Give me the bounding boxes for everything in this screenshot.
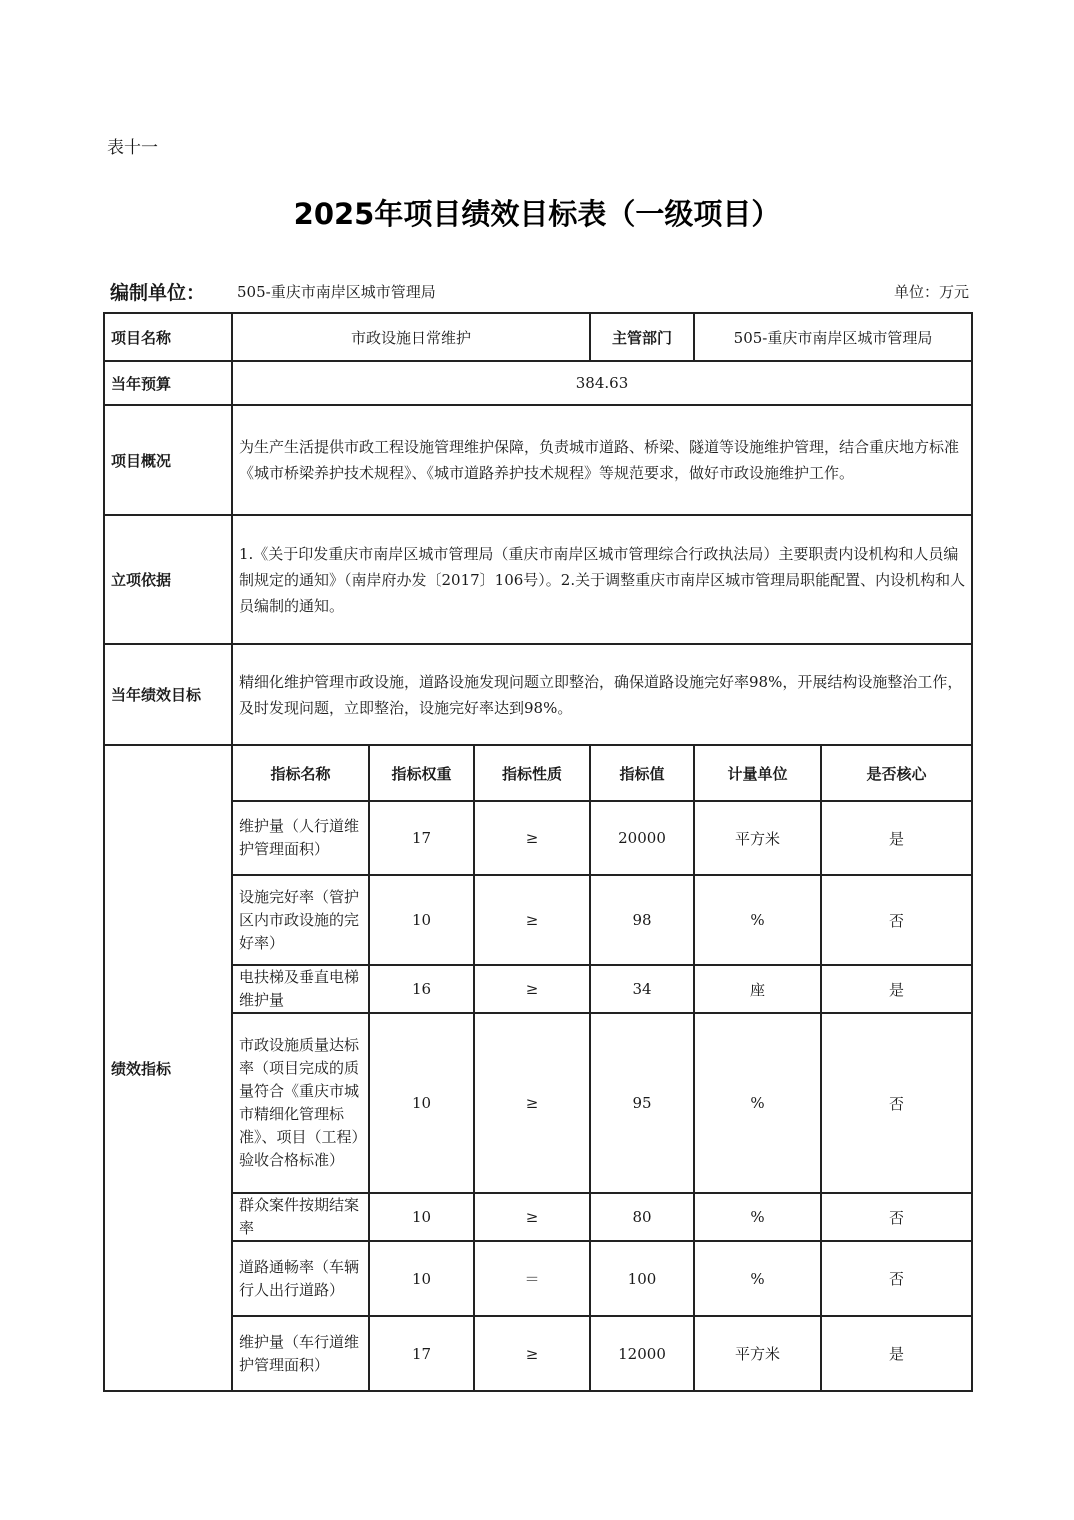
indicator-header-row (104, 745, 972, 801)
header-indicator-nature: 指标性质 (474, 745, 590, 801)
indicator-value: 12000 (590, 1316, 694, 1391)
project-name-label: 项目名称 (104, 313, 232, 361)
indicator-core: 是 (821, 965, 972, 1013)
indicator-unit: 座 (694, 965, 821, 1013)
indicator-weight: 16 (369, 965, 474, 1013)
org-value: 505-重庆市南岸区城市管理局 (237, 283, 436, 301)
budget-label: 当年预算 (104, 361, 232, 405)
indicator-unit: % (694, 1241, 821, 1316)
table-row (104, 1316, 972, 1391)
table-row (104, 965, 972, 1013)
indicator-unit: % (694, 1013, 821, 1193)
dept-value: 505-重庆市南岸区城市管理局 (694, 313, 972, 361)
performance-table (103, 312, 973, 1392)
table-row (104, 875, 972, 965)
indicator-nature: ≥ (474, 801, 590, 875)
indicator-name: 道路通畅率（车辆行人出行道路） (232, 1241, 369, 1316)
indicator-core: 是 (821, 801, 972, 875)
table-row (104, 1193, 972, 1241)
indicator-value: 98 (590, 875, 694, 965)
indicator-nature: ≥ (474, 1013, 590, 1193)
project-name-value: 市政设施日常维护 (232, 313, 590, 361)
indicator-value: 80 (590, 1193, 694, 1241)
indicator-value: 34 (590, 965, 694, 1013)
indicator-core: 否 (821, 1193, 972, 1241)
basis-label: 立项依据 (104, 515, 232, 644)
overview-label: 项目概况 (104, 405, 232, 515)
indicator-name: 设施完好率（管护区内市政设施的完好率） (232, 875, 369, 965)
indicator-value: 100 (590, 1241, 694, 1316)
indicator-name: 维护量（车行道维护管理面积） (232, 1316, 369, 1391)
indicator-core: 是 (821, 1316, 972, 1391)
table-label: 表十一 (107, 138, 158, 158)
indicator-unit: % (694, 1193, 821, 1241)
header-indicator-name: 指标名称 (232, 745, 369, 801)
indicator-nature: ≥ (474, 1316, 590, 1391)
indicator-weight: 17 (369, 1316, 474, 1391)
header-indicator-value: 指标值 (590, 745, 694, 801)
basis-text: 1.《关于印发重庆市南岸区城市管理局（重庆市南岸区城市管理综合行政执法局）主要职责内设机构和人员编制规定的通知》（南岸府办发〔2017〕106号）。2.关于调整重庆市南岸区城市管理局职能配置、内设机构和人员编制的通知。 (232, 515, 972, 644)
goal-text: 精细化维护管理市政设施，道路设施发现问题立即整治，确保道路设施完好率98%，开展结构设施整治工作，及时发现问题，立即整治，设施完好率达到98%。 (232, 644, 972, 745)
header-indicator-weight: 指标权重 (369, 745, 474, 801)
indicator-name: 群众案件按期结案率 (232, 1193, 369, 1241)
indicator-core: 否 (821, 1013, 972, 1193)
dept-label: 主管部门 (590, 313, 694, 361)
unit-label: 单位：万元 (893, 283, 969, 301)
indicator-name: 电扶梯及垂直电梯维护量 (232, 965, 369, 1013)
indicator-name: 维护量（人行道维护管理面积） (232, 801, 369, 875)
indicator-core: 否 (821, 1241, 972, 1316)
indicator-weight: 10 (369, 1241, 474, 1316)
goal-row (104, 644, 972, 745)
indicator-unit: 平方米 (694, 1316, 821, 1391)
project-name-row (104, 313, 972, 361)
indicator-unit: % (694, 875, 821, 965)
indicator-value: 95 (590, 1013, 694, 1193)
basis-row (104, 515, 972, 644)
indicator-nature: ≥ (474, 965, 590, 1013)
indicator-weight: 10 (369, 1193, 474, 1241)
overview-row (104, 405, 972, 515)
indicator-name: 市政设施质量达标率（项目完成的质量符合《重庆市城市精细化管理标准》、项目（工程）验收合格标准） (232, 1013, 369, 1193)
indicator-unit: 平方米 (694, 801, 821, 875)
org-label: 编制单位： (110, 282, 206, 304)
budget-value: 384.63 (232, 361, 972, 405)
table-row (104, 1241, 972, 1316)
header-measure-unit: 计量单位 (694, 745, 821, 801)
indicator-weight: 17 (369, 801, 474, 875)
budget-row (104, 361, 972, 405)
indicators-label: 绩效指标 (104, 745, 232, 1391)
indicator-weight: 10 (369, 1013, 474, 1193)
goal-label: 当年绩效目标 (104, 644, 232, 745)
indicator-value: 20000 (590, 801, 694, 875)
indicator-core: 否 (821, 875, 972, 965)
overview-text: 为生产生活提供市政工程设施管理维护保障，负责城市道路、桥梁、隧道等设施维护管理，结合重庆地方标准《城市桥梁养护技术规程》、《城市道路养护技术规程》等规范要求，做好市政设施维护工作。 (232, 405, 972, 515)
page-title: 2025年项目绩效目标表（一级项目） (293, 197, 781, 231)
indicator-nature: ＝ (474, 1241, 590, 1316)
table-row (104, 801, 972, 875)
indicator-nature: ≥ (474, 1193, 590, 1241)
header-is-core: 是否核心 (821, 745, 972, 801)
table-row (104, 1013, 972, 1193)
indicator-nature: ≥ (474, 875, 590, 965)
indicator-weight: 10 (369, 875, 474, 965)
